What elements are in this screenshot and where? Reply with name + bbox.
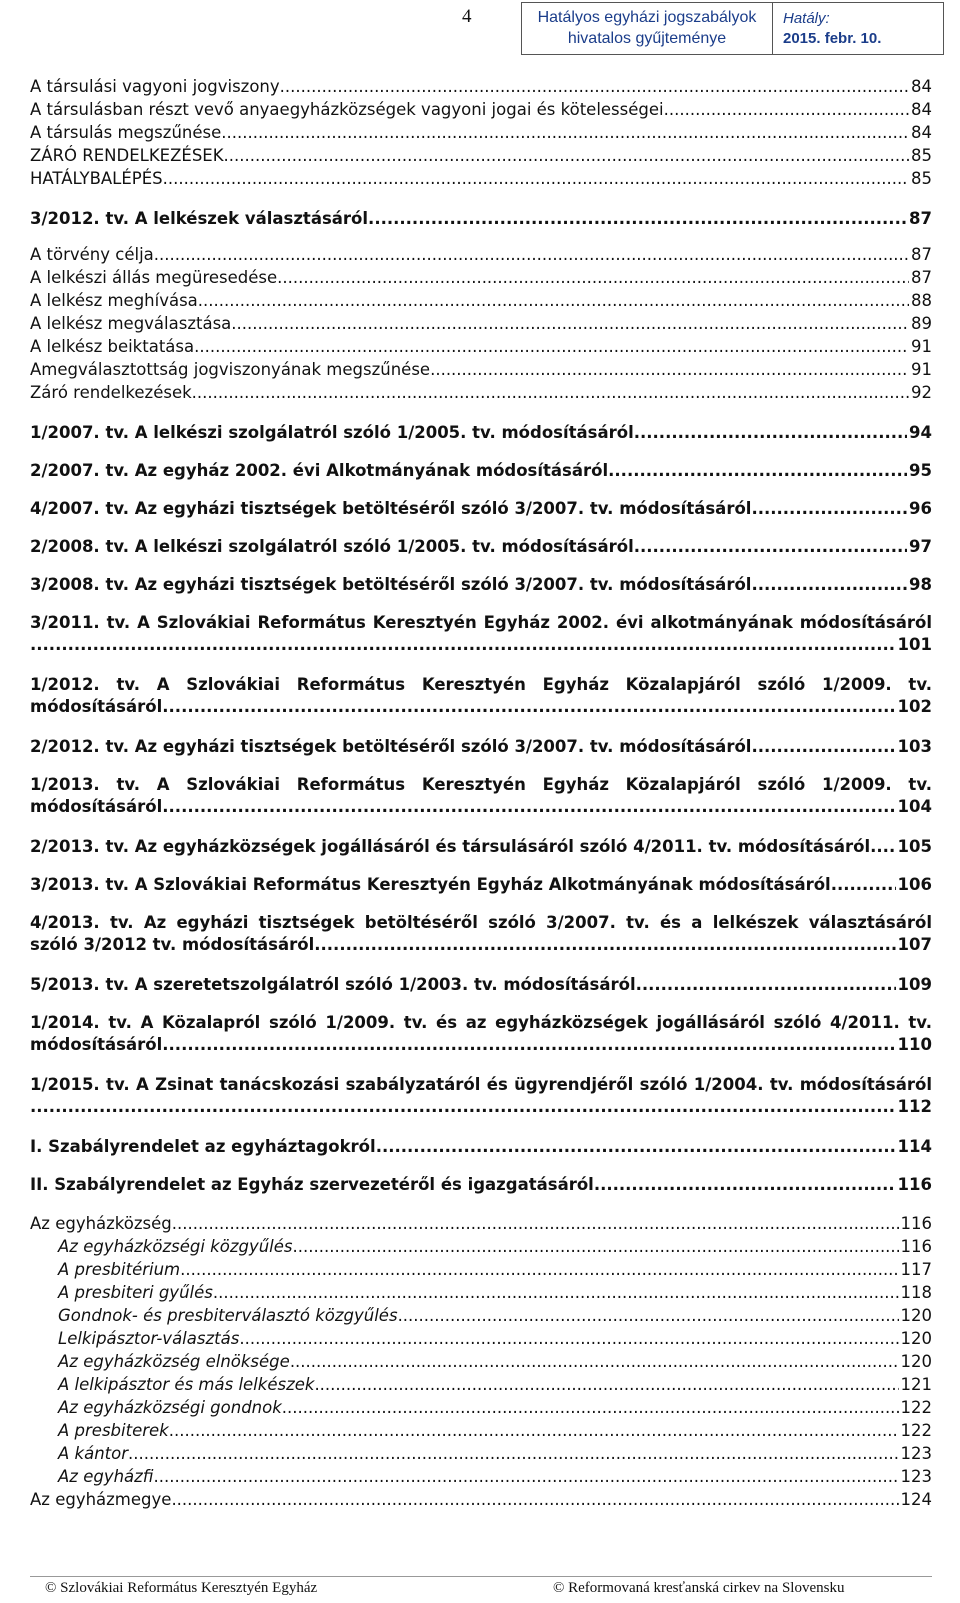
- toc-page: 103: [897, 737, 932, 756]
- toc-page: 87: [911, 245, 932, 264]
- toc-entry-law[interactable]: 1/2007. tv. A lelkészi szolgálatról szóló 1/2005. tv. módosításáról ..... 94: [30, 422, 932, 444]
- toc-entry-law[interactable]: 4/2013. tv. Az egyházi tisztségek betöltéséről szóló 3/2007. tv. és a lelkészek választásáról szóló 3/2012 tv. módosításáról ..... 107: [30, 912, 932, 956]
- toc-page: 116: [900, 1237, 932, 1256]
- toc-entry[interactable]: A társulásban részt vevő anyaegyházközségek vagyoni jogai és kötelességei ..... 84: [30, 99, 932, 121]
- toc-page: 91: [911, 360, 932, 379]
- toc-page: 123: [900, 1467, 932, 1486]
- toc-entry[interactable]: A presbitérium ..... 117: [30, 1259, 932, 1281]
- toc-entry-law[interactable]: 3/2013. tv. A Szlovákiai Református Keresztyén Egyház Alkotmányának módosításáról ..... 106: [30, 874, 932, 896]
- toc-page: 88: [911, 291, 932, 310]
- toc-entry[interactable]: A társulási vagyoni jogviszony ..... 84: [30, 76, 932, 98]
- toc-entry[interactable]: Az egyházközségi közgyűlés ..... 116: [30, 1236, 932, 1258]
- footer-copyright-sk: © Reformovaná kresťanská cirkev na Slovensku: [553, 1580, 845, 1596]
- toc-page: 120: [900, 1306, 932, 1325]
- toc-entry[interactable]: A presbiteri gyűlés ..... 118: [30, 1282, 932, 1304]
- toc-page: 121: [900, 1375, 932, 1394]
- toc-page: 118: [900, 1283, 932, 1302]
- toc-entry-regulation[interactable]: II. Szabályrendelet az Egyház szervezetéről és igazgatásáról ..... 116: [30, 1174, 932, 1196]
- toc-entry-law[interactable]: 3/2011. tv. A Szlovákiai Református Keresztyén Egyház 2002. évi alkotmányának módosításáról ..... 101: [30, 612, 932, 656]
- toc-page: 122: [900, 1398, 932, 1417]
- toc-page: 124: [900, 1490, 932, 1509]
- toc-page: 91: [911, 337, 932, 356]
- toc-entry-law[interactable]: 3/2008. tv. Az egyházi tisztségek betöltéséről szóló 3/2007. tv. módosításáról ..... 98: [30, 574, 932, 596]
- page-footer: [0, 1576, 960, 1603]
- effective-date: [773, 3, 943, 54]
- toc-entry[interactable]: Gondnok- és presbiterválasztó közgyűlés ..... 120: [30, 1305, 932, 1327]
- toc-page: 116: [897, 1175, 932, 1194]
- page-header: [0, 0, 960, 57]
- toc-page: 112: [897, 1097, 932, 1116]
- page-number: 4: [462, 6, 472, 27]
- toc-entry-law[interactable]: 4/2007. tv. Az egyházi tisztségek betöltéséről szóló 3/2007. tv. módosításáról ..... 96: [30, 498, 932, 520]
- toc-entry[interactable]: Az egyházközség ..... 116: [30, 1213, 932, 1235]
- toc-page: 122: [900, 1421, 932, 1440]
- toc-entry-law[interactable]: 3/2012. tv. A lelkészek választásáról ..... 87: [30, 208, 932, 230]
- footer-divider: [30, 1576, 932, 1577]
- toc-page: 92: [911, 383, 932, 402]
- toc-page: 95: [909, 461, 932, 480]
- toc-entry[interactable]: A lelkipásztor és más lelkészek ..... 121: [30, 1374, 932, 1396]
- toc-entry[interactable]: A lelkészi állás megüresedése ..... 87: [30, 267, 932, 289]
- toc-page: 102: [897, 697, 932, 716]
- toc-entry[interactable]: A kántor ..... 123: [30, 1443, 932, 1465]
- toc-page: 117: [900, 1260, 932, 1279]
- toc-page: 106: [897, 875, 932, 894]
- toc-page: 109: [897, 975, 932, 994]
- toc-page: 101: [897, 635, 932, 654]
- toc-page: 105: [897, 837, 932, 856]
- toc-page: 107: [897, 935, 932, 954]
- toc-page: 84: [911, 100, 932, 119]
- effective-date-label: Hatály:: [783, 10, 830, 27]
- toc-entry[interactable]: Az egyházközségi gondnok ..... 122: [30, 1397, 932, 1419]
- toc-entry[interactable]: Az egyházközség elnöksége ..... 120: [30, 1351, 932, 1373]
- toc-page: 97: [909, 537, 932, 556]
- toc-page: 84: [911, 123, 932, 142]
- toc-page: 85: [911, 146, 932, 165]
- toc-entry-law[interactable]: 1/2012. tv. A Szlovákiai Református Keresztyén Egyház Közalapjáról szóló 1/2009. tv. módosításáról ..... 102: [30, 674, 932, 718]
- toc-page: 98: [909, 575, 932, 594]
- toc-entry[interactable]: Záró rendelkezések ..... 92: [30, 382, 932, 404]
- toc-page: 114: [897, 1137, 932, 1156]
- toc-page: 116: [900, 1214, 932, 1233]
- toc-entry[interactable]: Amegválasztottság jogviszonyának megszűnése ..... 91: [30, 359, 932, 381]
- toc-entry-law[interactable]: 1/2014. tv. A Közalapról szóló 1/2009. tv. és az egyházközségek jogállásáról szóló 4/2011. tv. módosításáról ..... 110: [30, 1012, 932, 1056]
- toc-page: 87: [911, 268, 932, 287]
- toc-entry[interactable]: Lelkipásztor-választás ..... 120: [30, 1328, 932, 1350]
- toc-entry-law[interactable]: 1/2015. tv. A Zsinat tanácskozási szabályzatáról és ügyrendjéről szóló 1/2004. tv. módosításáról ..... 112: [30, 1074, 932, 1118]
- toc-entry[interactable]: A törvény célja ..... 87: [30, 244, 932, 266]
- toc-entry[interactable]: HATÁLYBALÉPÉS ..... 85: [30, 168, 932, 190]
- toc-entry[interactable]: A lelkész megválasztása ..... 89: [30, 313, 932, 335]
- toc-entry[interactable]: A lelkész beiktatása ..... 91: [30, 336, 932, 358]
- toc-page: 85: [911, 169, 932, 188]
- toc-page: 84: [911, 77, 932, 96]
- collection-title-line1: Hatályos egyházi jogszabályok: [537, 9, 757, 26]
- collection-title: [522, 3, 773, 54]
- toc-entry-law[interactable]: 2/2007. tv. Az egyház 2002. évi Alkotmányának módosításáról ..... 95: [30, 460, 932, 482]
- toc-entry-law[interactable]: 2/2012. tv. Az egyházi tisztségek betöltéséről szóló 3/2007. tv. módosításáról ..... 103: [30, 736, 932, 758]
- toc-page: 120: [900, 1352, 932, 1371]
- toc-entry[interactable]: A társulás megszűnése ..... 84: [30, 122, 932, 144]
- toc-entry[interactable]: A lelkész meghívása ..... 88: [30, 290, 932, 312]
- toc-entry-law[interactable]: 5/2013. tv. A szeretetszolgálatról szóló 1/2003. tv. módosításáról ..... 109: [30, 974, 932, 996]
- toc-entry-law[interactable]: 2/2013. tv. Az egyházközségek jogállásáról és társulásáról szóló 4/2011. tv. módosításáról ..... 105: [30, 836, 932, 858]
- toc-page: 120: [900, 1329, 932, 1348]
- toc-page: 110: [897, 1035, 932, 1054]
- toc-entry[interactable]: ZÁRÓ RENDELKEZÉSEK ..... 85: [30, 145, 932, 167]
- toc-page: 94: [909, 423, 932, 442]
- toc-entry-regulation[interactable]: I. Szabályrendelet az egyháztagokról ..... 114: [30, 1136, 932, 1158]
- header-box: [521, 2, 944, 55]
- toc-entry[interactable]: Az egyházmegye ..... 124: [30, 1489, 932, 1511]
- toc-page: 89: [911, 314, 932, 333]
- effective-date-value: 2015. febr. 10.: [783, 30, 882, 47]
- toc-page: 123: [900, 1444, 932, 1463]
- toc-page: 96: [909, 499, 932, 518]
- toc-entry-law[interactable]: 2/2008. tv. A lelkészi szolgálatról szóló 1/2005. tv. módosításáról ..... 97: [30, 536, 932, 558]
- toc-entry-law[interactable]: 1/2013. tv. A Szlovákiai Református Keresztyén Egyház Közalapjáról szóló 1/2009. tv. módosításáról ..... 104: [30, 774, 932, 818]
- toc-entry[interactable]: Az egyházfi ..... 123: [30, 1466, 932, 1488]
- toc-page: 87: [909, 209, 932, 228]
- footer-copyright-hu: © Szlovákiai Református Keresztyén Egyház: [45, 1580, 318, 1596]
- toc-entry[interactable]: A presbiterek ..... 122: [30, 1420, 932, 1442]
- toc-page: 104: [897, 797, 932, 816]
- collection-title-line2: hivatalos gyűjteménye: [567, 30, 727, 47]
